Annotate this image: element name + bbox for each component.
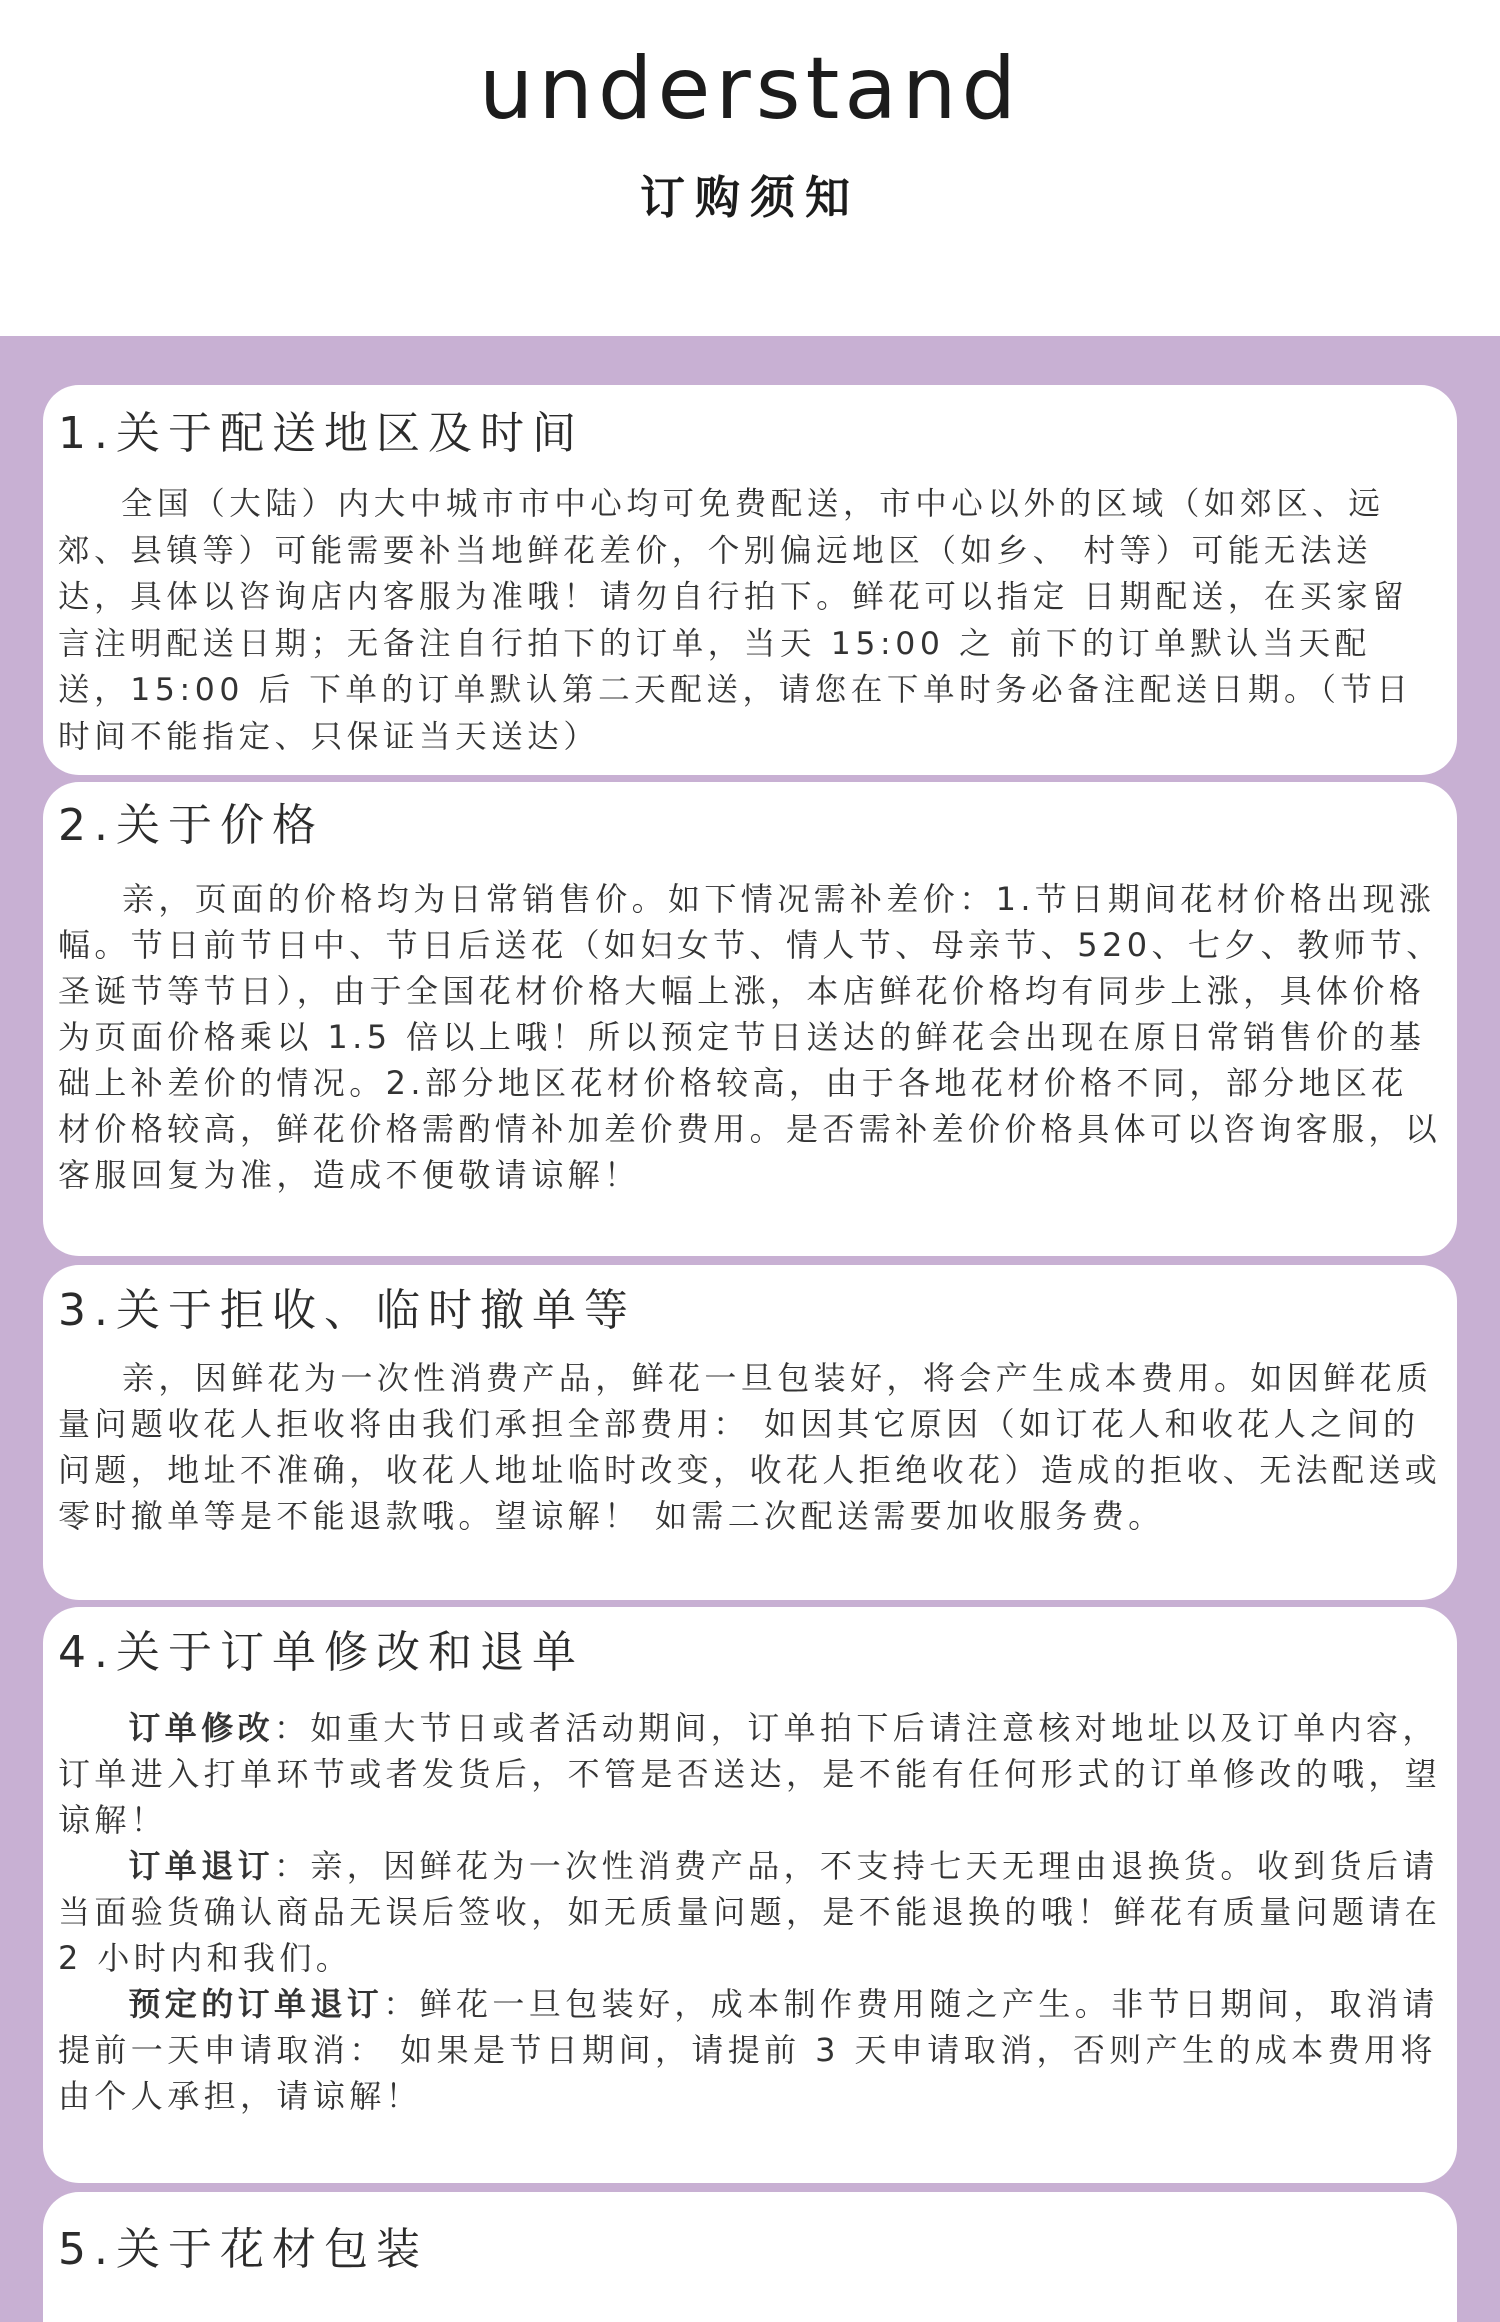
order-cancel-label: 订单退订 [128, 1847, 274, 1885]
section-title: 2.关于价格 [58, 800, 324, 851]
section-delivery [43, 385, 1457, 775]
header-subtitle: 订购须知 [639, 171, 860, 224]
order-cancel-paragraph [58, 1843, 1443, 1981]
section-order-change [43, 1607, 1457, 2183]
section-body [58, 876, 1457, 1198]
page-header [0, 0, 1500, 336]
section-title: 5.关于花材包装 [58, 2224, 428, 2275]
section-title: 1.关于配送地区及时间 [58, 408, 584, 459]
section-refusal [43, 1265, 1457, 1600]
section-price [43, 782, 1457, 1256]
section-title: 3.关于拒收、临时撤单等 [58, 1285, 636, 1336]
preorder-cancel-paragraph [58, 1981, 1443, 2119]
preorder-cancel-label: 预定的订单退订 [128, 1985, 384, 2023]
section-body [58, 1705, 1457, 2119]
section-title: 4.关于订单修改和退单 [58, 1627, 584, 1678]
section-body [58, 481, 1457, 761]
order-modify-text: ：如重大节日或者活动期间，订单拍下后请注意核对地址以及订单内容，订单进入打单环节或者发货后，不管是否送达，是不能有任何形式的订单修改的哦，望谅解！ [58, 1709, 1442, 1839]
section-paragraph: 亲，页面的价格均为日常销售价。如下情况需补差价：1.节日期间花材价格出现涨幅。节日前节日中、节日后送花（如妇女节、情人节、母亲节、520、七夕、教师节、圣诞节等节日），由于全国花材价格大幅上涨，本店鲜花价格均有同步上涨，具体价格为页面价格乘以 1.5 倍以上哦！所以预定节日送达的鲜花会出现在原日常销售价的基础上补差价的情况。2.部分地区花材价格较高，由于各地花材价格不同，部分地区花材价格较高，鲜花价格需酌情补加差价费用。是否需补差价价格具体可以咨询客服，以客服回复为准，造成不便敬请谅解！ [58, 880, 1443, 1194]
order-cancel-text: ：亲，因鲜花为一次性消费产品，不支持七天无理由退换货。收到货后请当面验货确认商品无误后签收，如无质量问题，是不能退换的哦！鲜花有质量问题请在 2 小时内和我们。 [58, 1847, 1442, 1977]
section-paragraph: 亲，因鲜花为一次性消费产品，鲜花一旦包装好，将会产生成本费用。如因鲜花质量问题收花人拒收将由我们承担全部费用： 如因其它原因（如订花人和收花人之间的问题，地址不准确，收花人地址临时改变，收花人拒绝收花）造成的拒收、无法配送或零时撤单等是不能退款哦。望谅解！ 如需二次配送需要加收服务费。 [58, 1359, 1442, 1535]
section-body [58, 1355, 1457, 1539]
order-modify-paragraph [58, 1705, 1443, 1843]
preorder-cancel-text: ：鲜花一旦包装好，成本制作费用随之产生。非节日期间，取消请提前一天申请取消： 如果是节日期间，请提前 3 天申请取消，否则产生的成本费用将由个人承担，请谅解！ [58, 1985, 1439, 2115]
order-modify-label: 订单修改 [128, 1709, 274, 1747]
header-title: understand [478, 39, 1022, 139]
section-packaging [43, 2192, 1457, 2322]
section-paragraph: 全国（大陆）内大中城市市中心均可免费配送，市中心以外的区域（如郊区、远郊、县镇等）可能需要补当地鲜花差价，个别偏远地区（如乡、 村等）可能无法送达，具体以咨询店内客服为准哦！请勿自行拍下。鲜花可以指定 日期配送，在买家留言注明配送日期；无备注自行拍下的订单，当天 15:00 之 前下的订单默认当天配送，15:00 后 下单的订单默认第二天配送，请您在下单时务必备注配送日期。（节日时间不能指定、只保证当天送达） [58, 486, 1413, 755]
